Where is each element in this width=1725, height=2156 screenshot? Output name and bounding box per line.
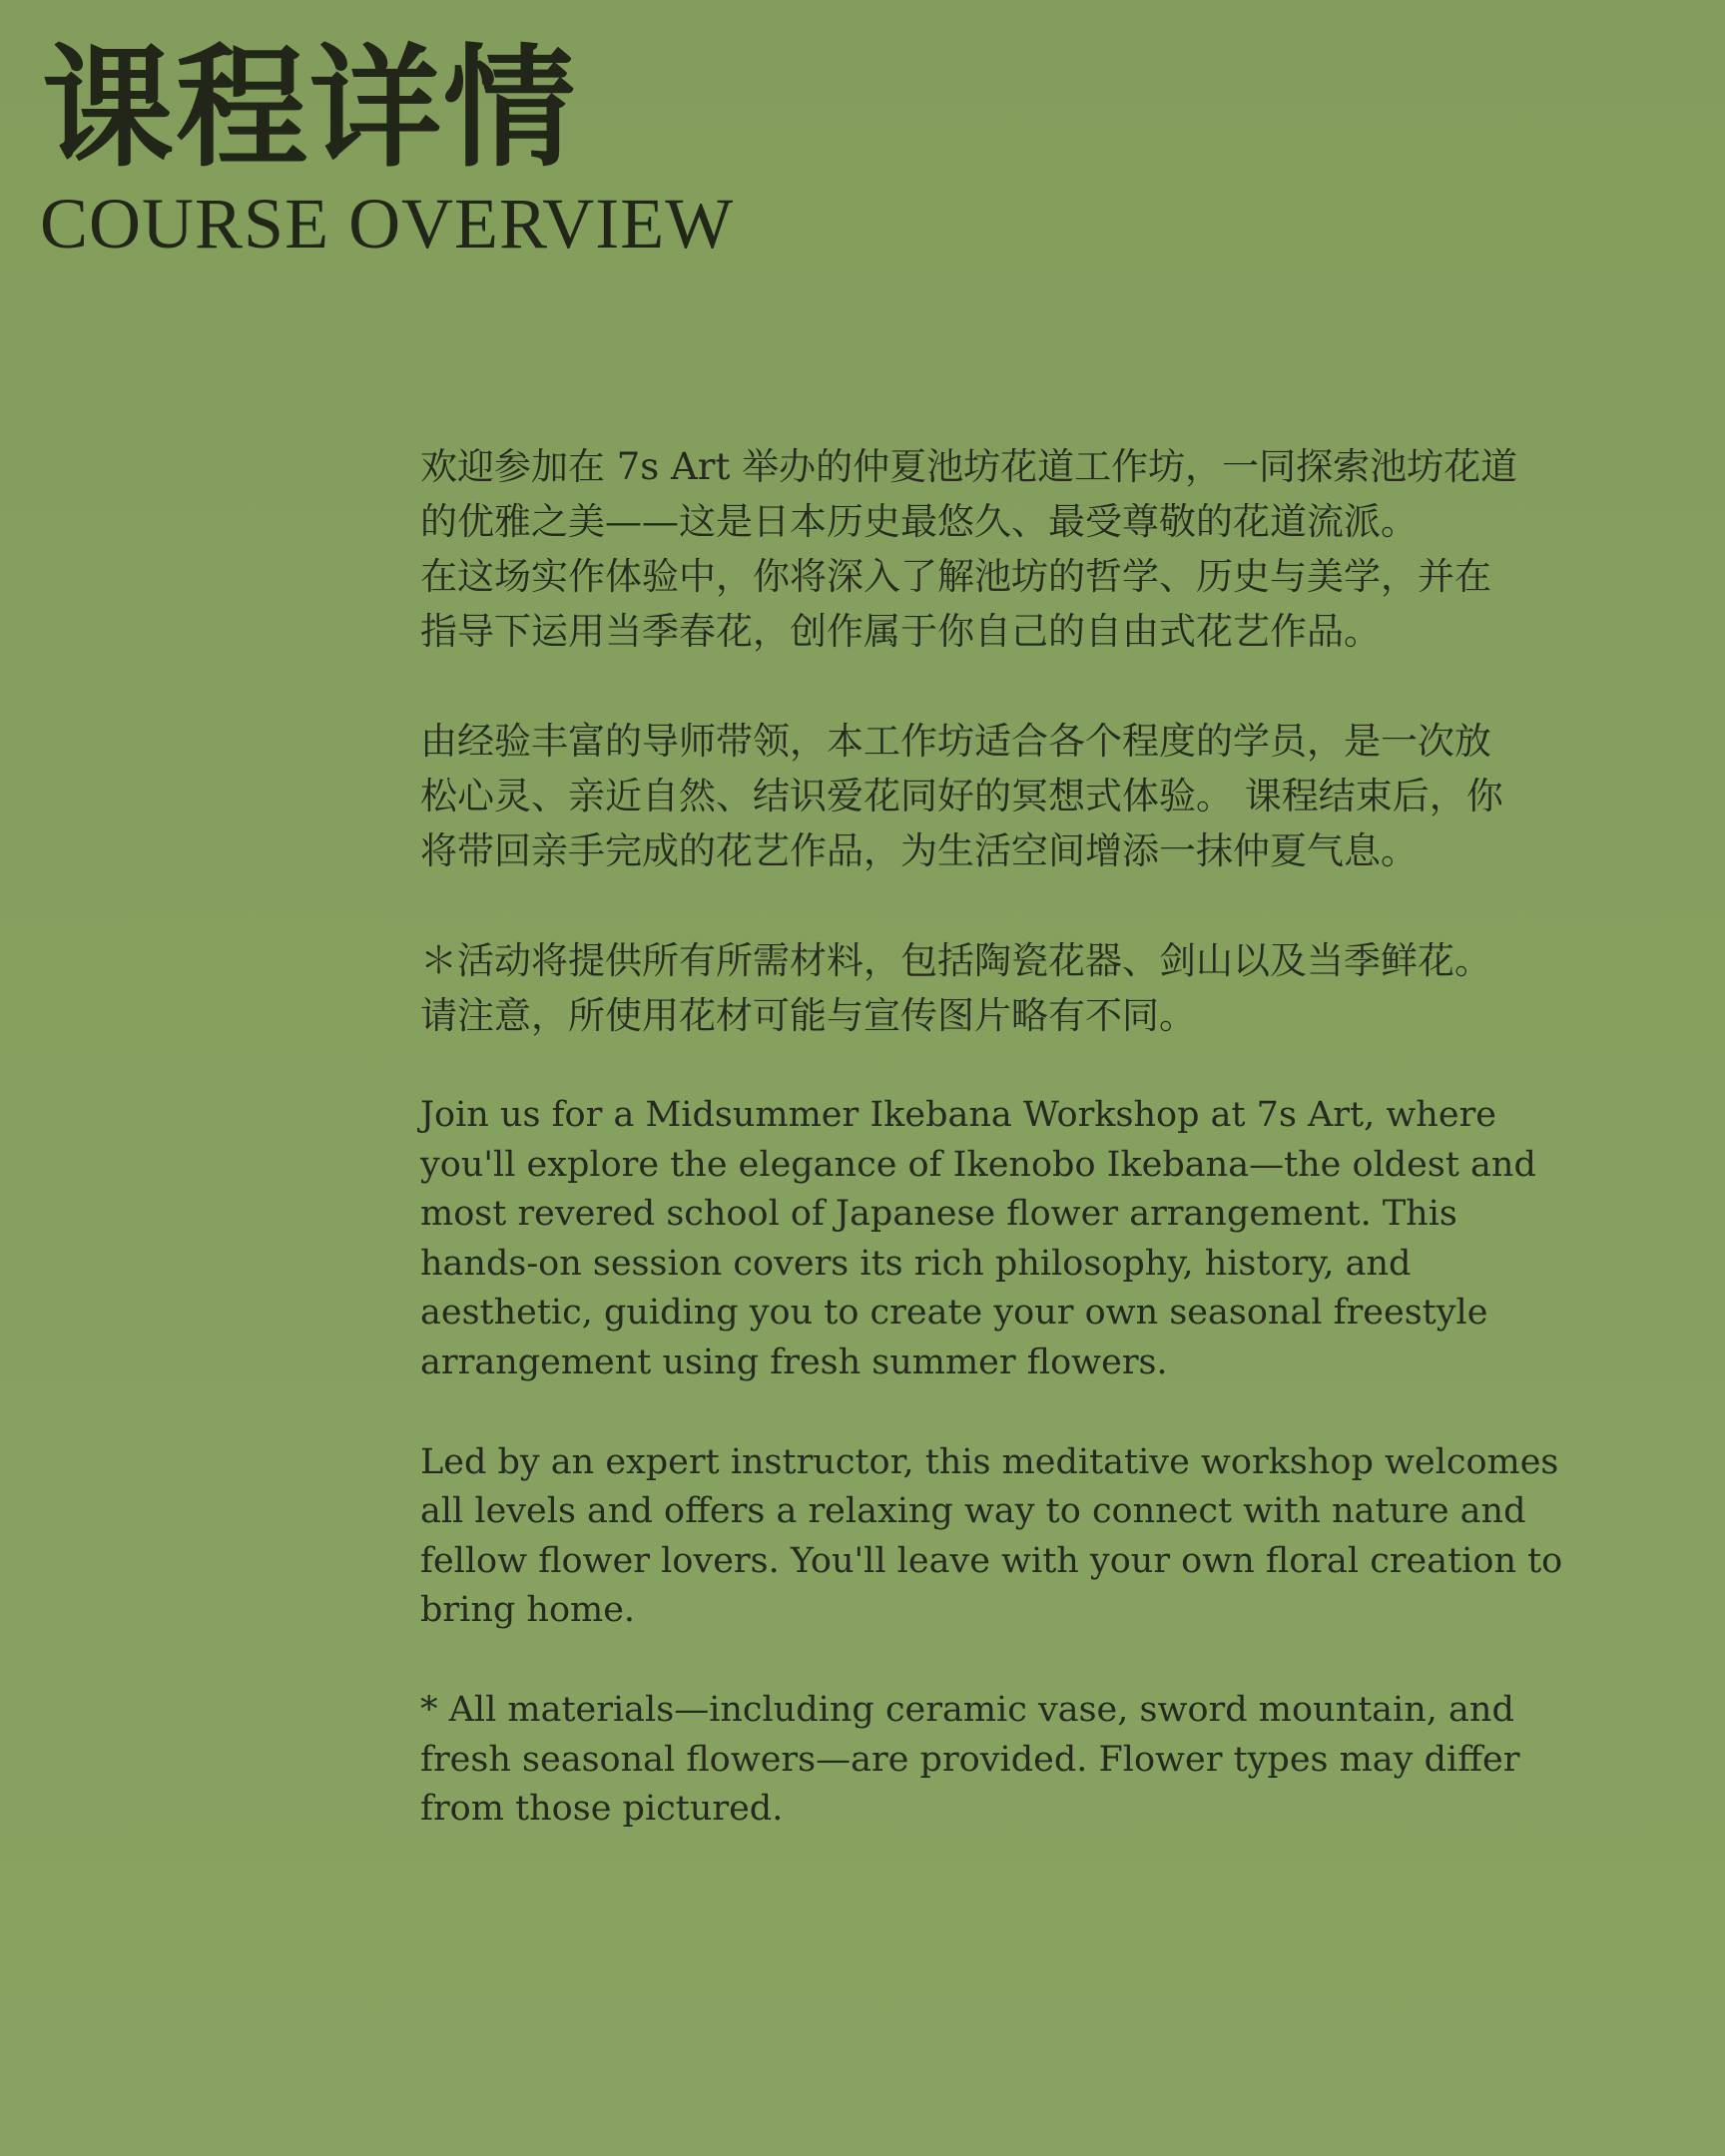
en-instructor-paragraph: Led by an expert instructor, this meditative workshop welcomes all levels and offers a relaxing way to connect with nature and fellow flower lovers. You'll leave with your own floral creation to bring home. (420, 1441, 1563, 1631)
course-description (420, 439, 1613, 1885)
page-title-english: COURSE OVERVIEW (40, 184, 735, 264)
en-materials-note: * All materials—including ceramic vase, sword mountain, and fresh seasonal flowers—are provided. Flower types may differ from those pictured. (420, 1689, 1520, 1830)
zh-intro-paragraph: 欢迎参加在 7s Art 举办的仲夏池坊花道工作坊，一同探索池坊花道 的优雅之美——这是日本历史最悠久、最受尊敬的花道流派。 在这场实作体验中，你将深入了解池坊的哲学、历史与美学，并在 指导下运用当季春花，创作属于你自己的自由式花艺作品。 (420, 445, 1518, 653)
page-title-chinese: 课程详情 (42, 31, 577, 186)
zh-instructor-paragraph: 由经验丰富的导师带领，本工作坊适合各个程度的学员，是一次放 松心灵、亲近自然、结识爱花同好的冥想式体验。 课程结束后，你 将带回亲手完成的花艺作品，为生活空间增添一抹仲夏气息。 (420, 720, 1503, 872)
zh-materials-note: ＊活动将提供所有所需材料，包括陶瓷花器、剑山以及当季鲜花。 请注意，所使用花材可能与宣传图片略有不同。 (420, 939, 1491, 1037)
en-intro-paragraph: Join us for a Midsummer Ikebana Workshop at 7s Art, where you'll explore the elegance of Ikenobo Ikebana—the oldest and most revered school of Japanese flower arrangement. This hands-on session covers its rich philosophy, history, and aesthetic, guiding you to create your own seasonal freestyle arrangement using fresh summer flowers. (420, 1095, 1536, 1382)
